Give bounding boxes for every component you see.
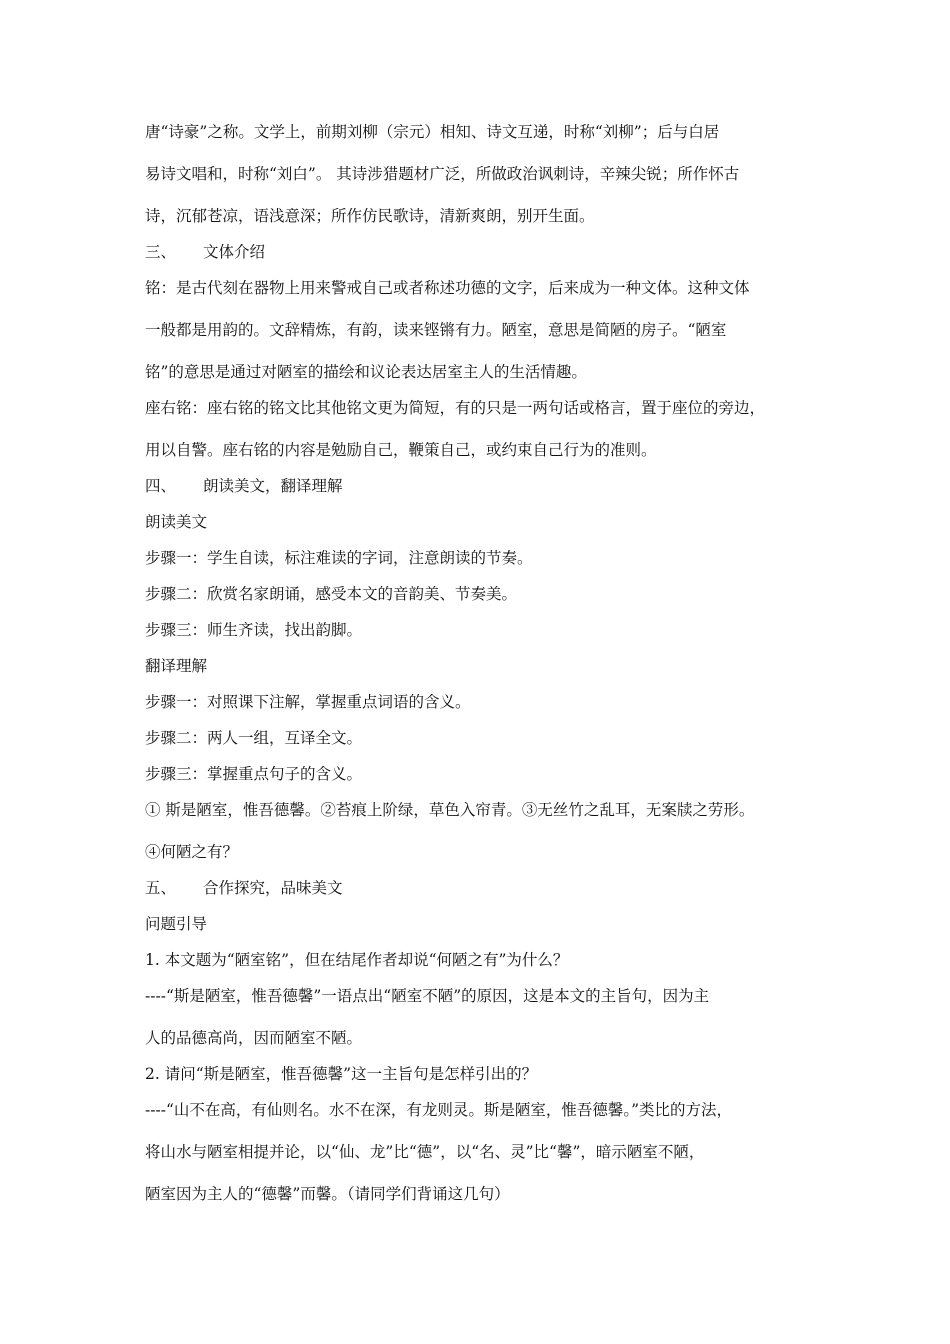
section-title: 朗读美文，翻译理解 bbox=[203, 477, 343, 495]
section-heading-5 bbox=[145, 878, 810, 898]
text-line: 人的品德高尚，因而陋室不陋。 bbox=[145, 1029, 363, 1047]
text-line: 铭：是古代刻在器物上用来警戒自己或者称述功德的文字，后来成为一种文体。这种文体 bbox=[145, 279, 750, 297]
text-line: ① 斯是陋室，惟吾德馨。②苔痕上阶绿，草色入帘青。③无丝竹之乱耳，无案牍之劳形。 bbox=[145, 801, 755, 819]
text-line: 陋室因为主人的“德馨”而馨。（请同学们背诵这几句） bbox=[145, 1185, 510, 1203]
section-number: 三、 bbox=[145, 243, 177, 261]
text-line: 易诗文唱和，时称“刘白”。 其诗涉猎题材广泛，所做政治讽刺诗，辛辣尖锐；所作怀古 bbox=[145, 165, 740, 183]
subheading: 问题引导 bbox=[145, 915, 208, 933]
section-number: 五、 bbox=[145, 879, 177, 897]
section-title: 文体介绍 bbox=[203, 243, 266, 261]
section-title: 合作探究，品味美文 bbox=[203, 879, 343, 897]
text-line: 步骤三：师生齐读，找出韵脚。 bbox=[145, 621, 363, 639]
subheading: 朗读美文 bbox=[145, 513, 208, 531]
text-line: 一般都是用韵的。文辞精炼，有韵，读来铿锵有力。陋室，意思是简陋的房子。“陋室 bbox=[145, 321, 727, 339]
section-number: 四、 bbox=[145, 477, 177, 495]
section-heading-3 bbox=[145, 242, 810, 262]
text-line: 铭”的意思是通过对陋室的描绘和议论表达居室主人的生活情趣。 bbox=[145, 363, 587, 381]
text-line: 唐“诗豪”之称。文学上，前期刘柳（宗元）相知、诗文互递，时称“刘柳”；后与白居 bbox=[145, 123, 720, 141]
text-line: 步骤一：对照课下注解，掌握重点词语的含义。 bbox=[145, 693, 471, 711]
text-line: 步骤三：掌握重点句子的含义。 bbox=[145, 765, 363, 783]
text-line: 诗，沉郁苍凉，语浅意深；所作仿民歌诗，清新爽朗，别开生面。 bbox=[145, 207, 595, 225]
text-line: 步骤二：两人一组，互译全文。 bbox=[145, 729, 363, 747]
subheading: 翻译理解 bbox=[145, 657, 208, 675]
text-line: 2. 请问“斯是陋室，惟吾德馨”这一主旨句是怎样引出的？ bbox=[145, 1065, 538, 1083]
text-line: ----“山不在高，有仙则名。水不在深，有龙则灵。斯是陋室，惟吾德馨。”类比的方法， bbox=[145, 1101, 733, 1119]
text-line: 步骤一：学生自读，标注难读的字词，注意朗读的节奏。 bbox=[145, 549, 533, 567]
section-heading-4 bbox=[145, 476, 810, 496]
text-line: 1. 本文题为“陋室铭”，但在结尾作者却说“何陋之有”为什么？ bbox=[145, 951, 569, 969]
text-line: ----“斯是陋室，惟吾德馨”一语点出“陋室不陋”的原因，这是本文的主旨句，因为主 bbox=[145, 987, 710, 1005]
text-line: 步骤二：欣赏名家朗诵，感受本文的音韵美、节奏美。 bbox=[145, 585, 518, 603]
text-line: ④何陋之有？ bbox=[145, 843, 239, 861]
text-line: 座右铭：座右铭的铭文比其他铭文更为简短，有的只是一两句话或格言，置于座位的旁边， bbox=[145, 399, 766, 417]
text-line: 将山水与陋室相提并论，以“仙、龙”比“德”，以“名、灵”比“馨”，暗示陋室不陋， bbox=[145, 1143, 705, 1161]
text-line: 用以自警。座右铭的内容是勉励自己，鞭策自己，或约束自己行为的准则。 bbox=[145, 441, 657, 459]
document-page bbox=[145, 122, 810, 1204]
